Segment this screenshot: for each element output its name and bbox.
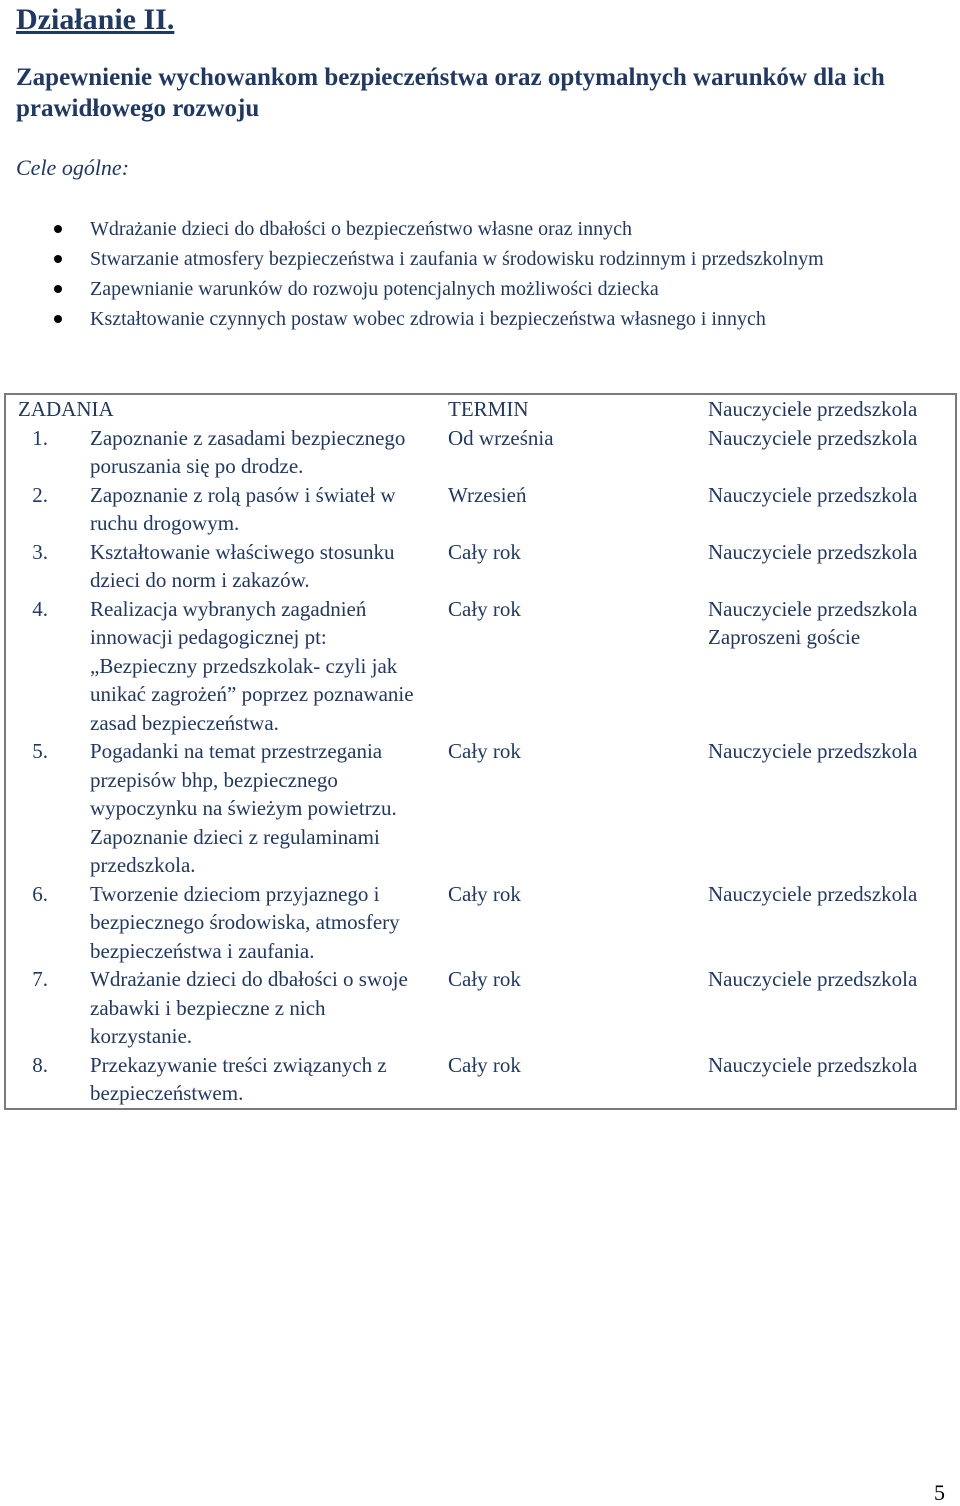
- task-cell: [5, 595, 428, 738]
- goal-item: Kształtowanie czynnych postaw wobec zdrowia i bezpieczeństwa własnego i innych: [16, 304, 951, 334]
- header-who: Nauczyciele przedszkola: [708, 397, 918, 421]
- task-number: 2.: [32, 482, 48, 507]
- table-row: [5, 538, 956, 595]
- header-term: TERMIN: [448, 397, 529, 421]
- task-number: 8.: [32, 1052, 48, 1077]
- term-cell: Cały rok: [448, 539, 521, 564]
- who-cell: Nauczyciele przedszkola: [708, 539, 918, 564]
- table-row: [5, 1051, 956, 1109]
- task-text: Realizacja wybranych zagadnień innowacji pedagogicznej pt: „Bezpieczny przedszkolak- czyli jak unikać zagrożeń” poprzez poznawanie zasad bezpieczeństwa.: [90, 596, 414, 735]
- term-cell: Cały rok: [448, 967, 521, 991]
- term-cell: Cały rok: [448, 596, 521, 621]
- task-number: 1.: [32, 425, 48, 450]
- bullet-icon: [54, 285, 62, 293]
- task-text: Zapoznanie z rolą pasów i świateł w ruchu drogowym.: [90, 482, 396, 535]
- goals-label: Cele ogólne:: [16, 155, 130, 180]
- term-cell: Od września: [448, 425, 554, 450]
- who-cell: Nauczyciele przedszkola: [708, 739, 918, 763]
- task-number: 3.: [32, 539, 48, 564]
- who-cell: Nauczyciele przedszkola: [708, 967, 918, 991]
- header-task: ZADANIA: [18, 397, 114, 421]
- who-cell: Nauczyciele przedszkola Zaproszeni goście: [708, 596, 918, 649]
- table-row: [5, 595, 956, 738]
- task-cell: [5, 424, 428, 481]
- table-row: [5, 737, 956, 880]
- page-number: 5: [934, 1480, 945, 1505]
- section-title: Działanie II.: [16, 3, 175, 36]
- who-cell: Nauczyciele przedszkola: [708, 1052, 918, 1077]
- section-subtitle: Zapewnienie wychowankom bezpieczeństwa oraz optymalnych warunków dla ich prawidłowego rozwoju: [16, 64, 885, 122]
- task-number: 7.: [32, 967, 48, 991]
- task-cell: [5, 880, 428, 966]
- who-cell: Nauczyciele przedszkola: [708, 425, 918, 450]
- table-row: [5, 481, 956, 538]
- goal-item: Zapewnianie warunków do rozwoju potencjalnych możliwości dziecka: [16, 274, 951, 304]
- bullet-icon: [54, 315, 62, 323]
- goal-item: Stwarzanie atmosfery bezpieczeństwa i zaufania w środowisku rodzinnym i przedszkolnym: [16, 244, 951, 274]
- tasks-table: [4, 393, 957, 1110]
- task-text: Pogadanki na temat przestrzegania przepisów bhp, bezpiecznego wypoczynku na świeżym powietrzu. Zapoznanie dzieci z regulaminami przedszkola.: [90, 739, 397, 877]
- table-row: [5, 965, 956, 1051]
- table-header-row: [5, 394, 956, 424]
- who-cell: Nauczyciele przedszkola: [708, 482, 918, 507]
- table-row: [5, 880, 956, 966]
- task-text: Zapoznanie z zasadami bezpiecznego poruszania się po drodze.: [90, 425, 406, 478]
- task-cell: [5, 538, 428, 595]
- term-cell: Wrzesień: [448, 482, 527, 507]
- term-cell: Cały rok: [448, 881, 521, 906]
- task-text: Kształtowanie właściwego stosunku dzieci do norm i zakazów.: [90, 539, 395, 592]
- who-cell: Nauczyciele przedszkola: [708, 881, 918, 906]
- table-row: [5, 424, 956, 481]
- task-number: 4.: [32, 596, 48, 621]
- term-cell: Cały rok: [448, 1052, 521, 1077]
- task-cell: [5, 481, 428, 538]
- goals-list: [16, 214, 951, 334]
- task-cell: [5, 737, 428, 880]
- task-text: Tworzenie dzieciom przyjaznego i bezpiecznego środowiska, atmosfery bezpieczeństwa i zaufania.: [90, 881, 400, 963]
- task-number: 5.: [32, 739, 48, 763]
- task-text: Wdrażanie dzieci do dbałości o swoje zabawki i bezpieczne z nich korzystanie.: [90, 967, 408, 1048]
- bullet-icon: [54, 255, 62, 263]
- task-text: Przekazywanie treści związanych z bezpieczeństwem.: [90, 1052, 387, 1105]
- goal-item: Wdrażanie dzieci do dbałości o bezpieczeństwo własne oraz innych: [16, 214, 951, 244]
- task-cell: [5, 1051, 428, 1109]
- task-number: 6.: [32, 881, 48, 906]
- bullet-icon: [54, 225, 62, 233]
- term-cell: Cały rok: [448, 739, 521, 763]
- task-cell: [5, 965, 428, 1051]
